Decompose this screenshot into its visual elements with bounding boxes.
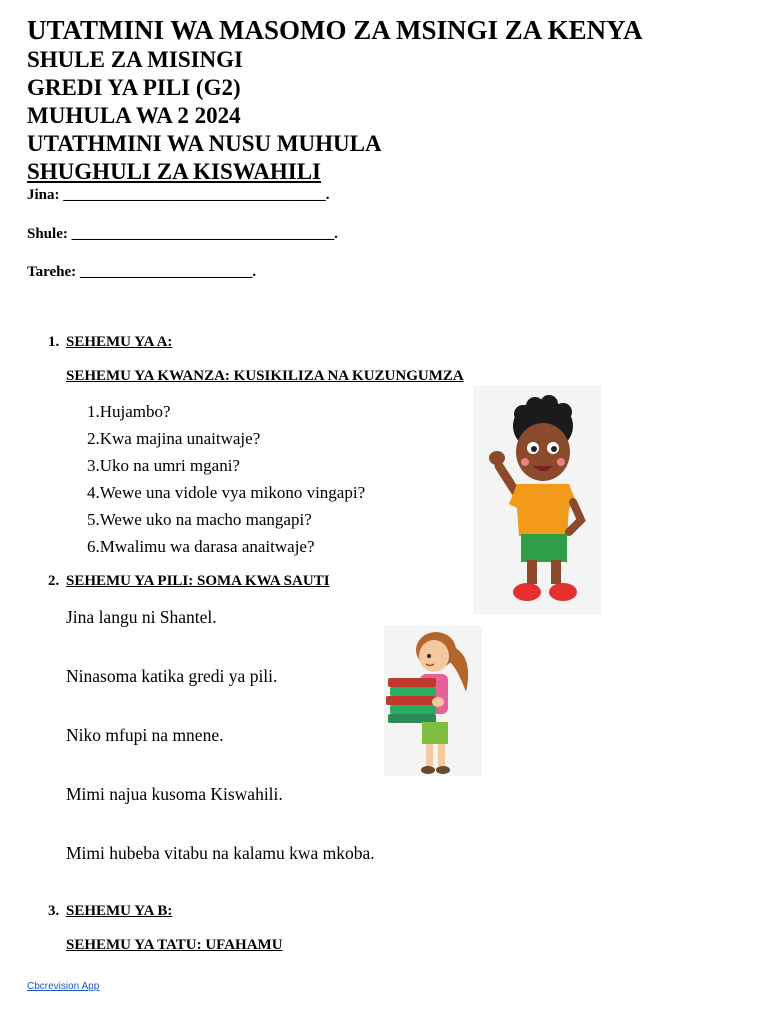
section-3-number: 3. <box>48 903 60 919</box>
question-text: Mwalimu wa darasa anaitwaje? <box>99 537 315 556</box>
section-2-title: SEHEMU YA PILI: SOMA KWA SAUTI <box>66 573 330 589</box>
question-number: 2. <box>87 429 100 448</box>
assessment-label: UTATHMINI WA NUSU MUHULA <box>27 131 382 156</box>
question-text: Wewe uko na macho mangapi? <box>99 510 312 529</box>
term-label: MUHULA WA 2 2024 <box>27 103 241 128</box>
question-number: 4. <box>87 483 100 502</box>
question-item <box>87 456 240 476</box>
question-item <box>87 402 171 422</box>
reading-line: Jina langu ni Shantel. <box>66 607 217 627</box>
reading-line: Mimi hubeba vitabu na kalamu kwa mkoba. <box>66 843 375 863</box>
boy-cartoon-icon <box>473 386 601 614</box>
question-text: Kwa majina unaitwaje? <box>99 429 261 448</box>
grade-label: GREDI YA PILI (G2) <box>27 75 241 100</box>
date-field: Tarehe: _______________________. <box>27 264 257 280</box>
question-item <box>87 483 365 503</box>
girl-with-books-icon <box>384 626 482 776</box>
reading-line: Ninasoma katika gredi ya pili. <box>66 666 278 686</box>
name-field: Jina: ___________________________________. <box>27 187 330 203</box>
subject-label: SHUGHULI ZA KISWAHILI <box>27 159 321 184</box>
section-1-number: 1. <box>48 334 60 350</box>
section-3-subtitle: SEHEMU YA TATU: UFAHAMU <box>66 937 283 953</box>
question-text: Uko na umri mgani? <box>99 456 240 475</box>
question-number: 6. <box>87 537 100 556</box>
question-number: 5. <box>87 510 100 529</box>
girl-image <box>384 626 482 776</box>
reading-line: Niko mfupi na mnene. <box>66 725 224 745</box>
question-number: 3. <box>87 456 100 475</box>
footer-link[interactable]: Cbcrevision App <box>27 981 100 992</box>
question-number: 1. <box>87 402 100 421</box>
section-1-title: SEHEMU YA A: <box>66 334 173 350</box>
school-field: Shule: ___________________________________. <box>27 226 338 242</box>
section-3-title: SEHEMU YA B: <box>66 903 173 919</box>
question-text: Hujambo? <box>99 402 171 421</box>
question-item <box>87 510 312 530</box>
question-text: Wewe una vidole vya mikono vingapi? <box>99 483 366 502</box>
reading-line: Mimi najua kusoma Kiswahili. <box>66 784 283 804</box>
question-item <box>87 429 260 449</box>
section-2-number: 2. <box>48 573 60 589</box>
question-item <box>87 537 315 557</box>
school-level: SHULE ZA MISINGI <box>27 47 244 72</box>
exam-title: UTATMINI WA MASOMO ZA MSINGI ZA KENYA <box>27 15 643 45</box>
section-1-subtitle: SEHEMU YA KWANZA: KUSIKILIZA NA KUZUNGUMZA <box>66 368 464 384</box>
boy-image <box>473 386 601 614</box>
